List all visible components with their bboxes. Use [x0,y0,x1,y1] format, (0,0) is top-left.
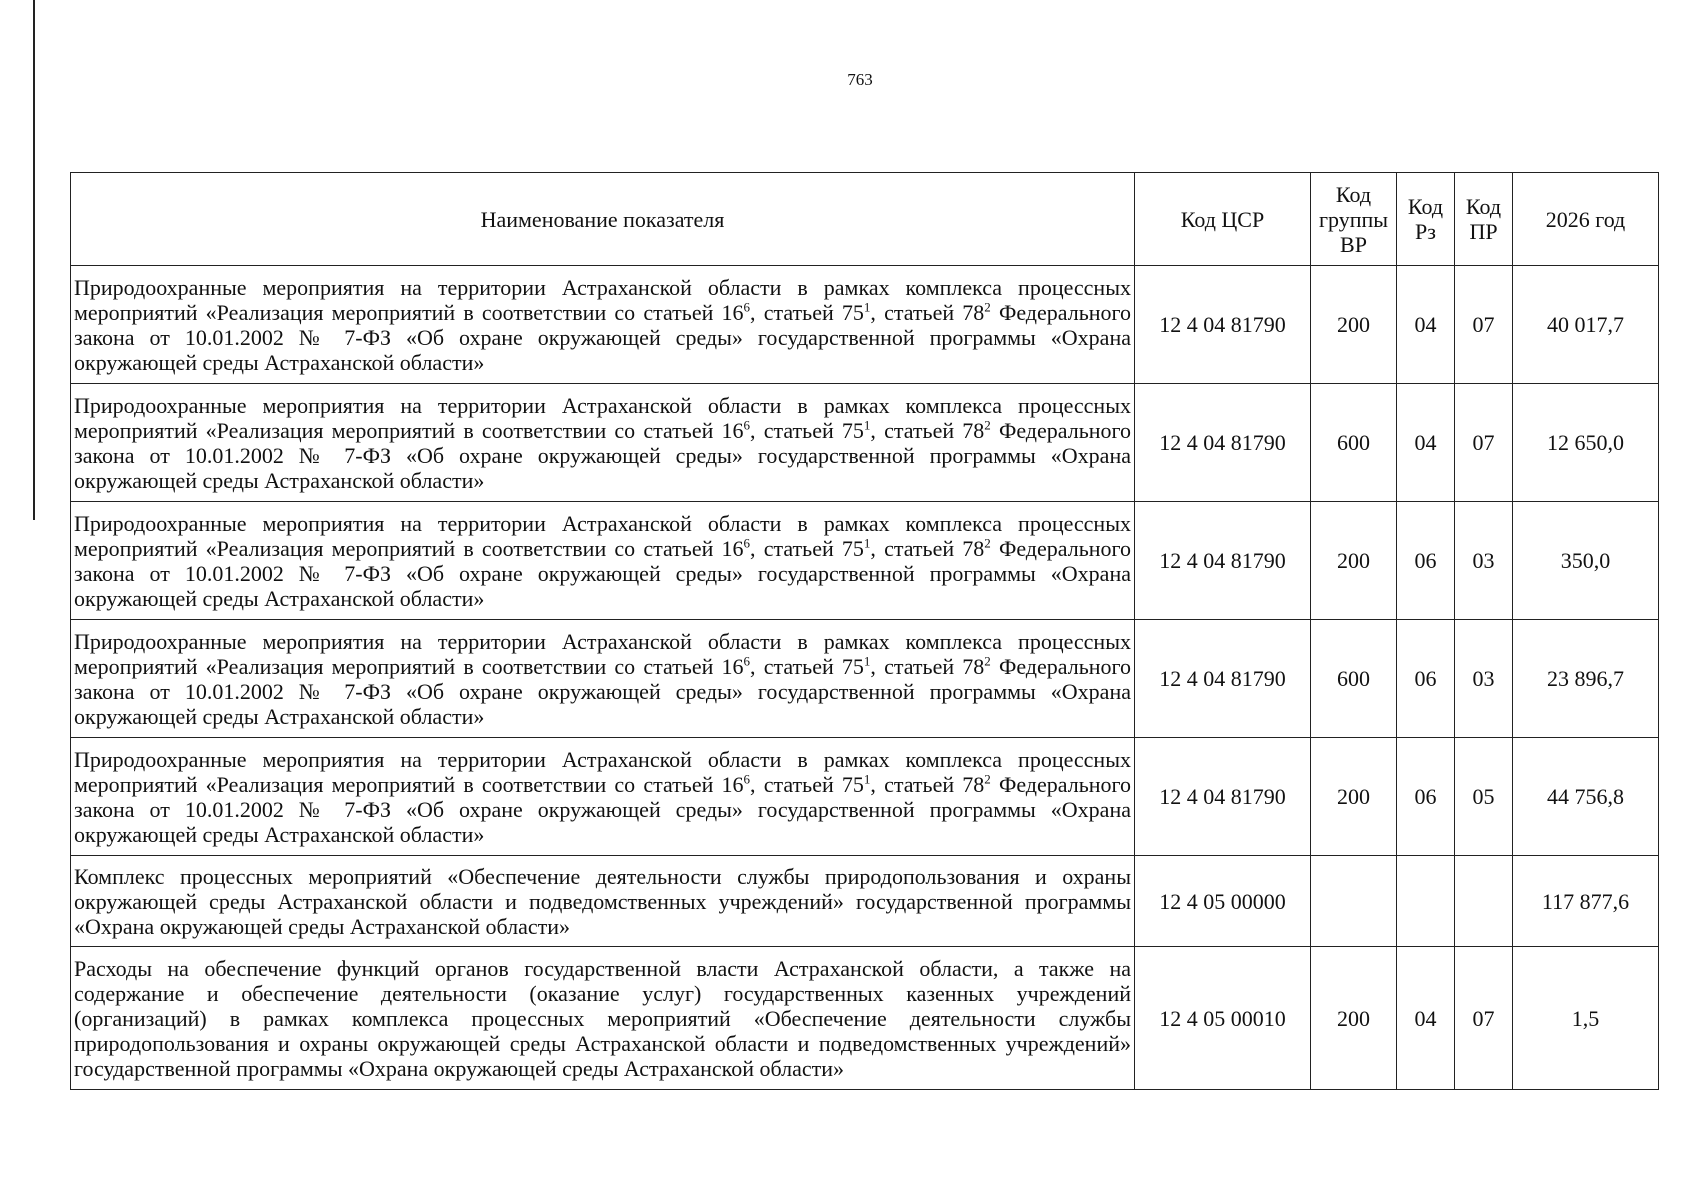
rz-code: 06 [1397,620,1455,738]
csr-code: 12 4 04 81790 [1135,266,1311,384]
pr-code: 03 [1455,620,1513,738]
pr-code [1455,856,1513,947]
indicator-name: Природоохранные мероприятия на территории Астраханской области в рамках комплекса процессных мероприятий «Реализация мероприятий в соответствии со статьей $16^6$, статьей $75^1$, статьей $78^2$ Федерального закона от 10.01.2002 № 7-ФЗ «Об охране окружающей среды» государственной программы «Охрана окружающей среды Астраханской области» [71,738,1135,856]
table-row [71,738,1659,856]
csr-code: 12 4 05 00010 [1135,947,1311,1090]
csr-code: 12 4 04 81790 [1135,738,1311,856]
budget-table [70,172,1659,1090]
amount-2026: 117 877,6 [1513,856,1659,947]
amount-2026: 12 650,0 [1513,384,1659,502]
rz-code: 06 [1397,738,1455,856]
rz-code: 06 [1397,502,1455,620]
pr-code: 07 [1455,266,1513,384]
csr-code: 12 4 04 81790 [1135,384,1311,502]
csr-code: 12 4 04 81790 [1135,620,1311,738]
table-row [71,947,1659,1090]
amount-2026: 23 896,7 [1513,620,1659,738]
pr-code: 07 [1455,947,1513,1090]
header-vr-code: Код группы ВР [1311,173,1397,266]
table-row [71,384,1659,502]
table-row [71,856,1659,947]
indicator-name: Природоохранные мероприятия на территории Астраханской области в рамках комплекса процессных мероприятий «Реализация мероприятий в соответствии со статьей $16^6$, статьей $75^1$, статьей $78^2$ Федерального закона от 10.01.2002 № 7-ФЗ «Об охране окружающей среды» государственной программы «Охрана окружающей среды Астраханской области» [71,502,1135,620]
vr-code: 200 [1311,502,1397,620]
indicator-name: Природоохранные мероприятия на территории Астраханской области в рамках комплекса процессных мероприятий «Реализация мероприятий в соответствии со статьей $16^6$, статьей $75^1$, статьей $78^2$ Федерального закона от 10.01.2002 № 7-ФЗ «Об охране окружающей среды» государственной программы «Охрана окружающей среды Астраханской области» [71,620,1135,738]
vr-code: 200 [1311,738,1397,856]
header-name: Наименование показателя [71,173,1135,266]
amount-2026: 44 756,8 [1513,738,1659,856]
header-pr-code: Код ПР [1455,173,1513,266]
rz-code: 04 [1397,384,1455,502]
table-header-row [71,173,1659,266]
rz-code [1397,856,1455,947]
table-row [71,266,1659,384]
page-number: 763 [847,70,873,89]
rz-code: 04 [1397,266,1455,384]
header-rz-code: Код Рз [1397,173,1455,266]
amount-2026: 350,0 [1513,502,1659,620]
rz-code: 04 [1397,947,1455,1090]
csr-code: 12 4 05 00000 [1135,856,1311,947]
vr-code: 600 [1311,620,1397,738]
vr-code: 600 [1311,384,1397,502]
indicator-name: Расходы на обеспечение функций органов государственной власти Астраханской области, а также на содержание и обеспечение деятельности (оказание услуг) государственных казенных учреждений (организаций) в рамках комплекса процессных мероприятий «Обеспечение деятельности службы природопользования и охраны окружающей среды Астраханской области и подведомственных учреждений» государственной программы «Охрана окружающей среды Астраханской области» [71,947,1135,1090]
indicator-name: Природоохранные мероприятия на территории Астраханской области в рамках комплекса процессных мероприятий «Реализация мероприятий в соответствии со статьей $16^6$, статьей $75^1$, статьей $78^2$ Федерального закона от 10.01.2002 № 7-ФЗ «Об охране окружающей среды» государственной программы «Охрана окружающей среды Астраханской области» [71,266,1135,384]
header-year: 2026 год [1513,173,1659,266]
amount-2026: 40 017,7 [1513,266,1659,384]
indicator-name: Комплекс процессных мероприятий «Обеспечение деятельности службы природопользования и охраны окружающей среды Астраханской области и подведомственных учреждений» государственной программы «Охрана окружающей среды Астраханской области» [71,856,1135,947]
pr-code: 05 [1455,738,1513,856]
table-row [71,502,1659,620]
vr-code: 200 [1311,266,1397,384]
indicator-name: Природоохранные мероприятия на территории Астраханской области в рамках комплекса процессных мероприятий «Реализация мероприятий в соответствии со статьей $16^6$, статьей $75^1$, статьей $78^2$ Федерального закона от 10.01.2002 № 7-ФЗ «Об охране окружающей среды» государственной программы «Охрана окружающей среды Астраханской области» [71,384,1135,502]
table-row [71,620,1659,738]
amount-2026: 1,5 [1513,947,1659,1090]
vr-code: 200 [1311,947,1397,1090]
pr-code: 07 [1455,384,1513,502]
vr-code [1311,856,1397,947]
header-csr-code: Код ЦСР [1135,173,1311,266]
csr-code: 12 4 04 81790 [1135,502,1311,620]
pr-code: 03 [1455,502,1513,620]
